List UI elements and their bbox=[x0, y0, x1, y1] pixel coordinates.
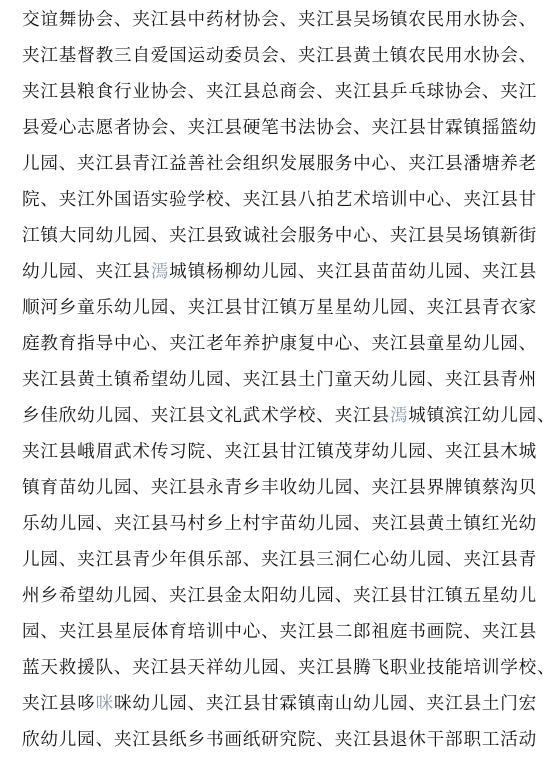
text-line bbox=[22, 150, 538, 186]
text-run: 夹江县粮食行业协会、夹江县总商会、夹江县乒乓球协会、夹江 bbox=[22, 82, 538, 102]
text-run: 乡佳欣幼儿园、夹江县文礼武术学校、夹江县 bbox=[22, 406, 390, 426]
text-run: 蓝天救援队、夹江县天祥幼儿园、夹江县腾飞职业技能培训学校、 bbox=[22, 658, 555, 678]
faded-character: 漹 bbox=[389, 406, 409, 426]
text-line bbox=[22, 546, 538, 582]
text-run: 院、夹江外国语实验学校、夹江县八拍艺术培训中心、夹江县甘 bbox=[22, 190, 538, 210]
text-line bbox=[22, 6, 538, 42]
text-line bbox=[22, 366, 538, 402]
text-line bbox=[22, 474, 538, 510]
text-line bbox=[22, 726, 538, 762]
text-run: 城镇滨江幼儿园、 bbox=[408, 406, 555, 426]
text-run: 幼儿园、夹江县 bbox=[22, 262, 151, 282]
text-run: 庭教育指导中心、夹江老年养护康复中心、夹江县童星幼儿园、 bbox=[22, 334, 538, 354]
text-line bbox=[22, 582, 538, 618]
text-run: 江镇大同幼儿园、夹江县致诚社会服务中心、夹江县吴场镇新街 bbox=[22, 226, 538, 246]
text-line bbox=[22, 222, 538, 258]
text-run: 镇育苗幼儿园、夹江县永青乡丰收幼儿园、夹江县界牌镇蔡沟贝 bbox=[22, 478, 538, 498]
text-line bbox=[22, 402, 555, 438]
text-line bbox=[22, 690, 538, 726]
text-run: 城镇杨柳幼儿园、夹江县苗苗幼儿园、夹江县 bbox=[169, 262, 538, 282]
text-run: 乐幼儿园、夹江县马村乡上村宇苗幼儿园、夹江县黄土镇红光幼 bbox=[22, 514, 538, 534]
text-run: 儿园、夹江县青江益善社会组织发展服务中心、夹江县潘塘养老 bbox=[22, 154, 538, 174]
text-run: 交谊舞协会、夹江县中药材协会、夹江县吴场镇农民用水协会、 bbox=[22, 10, 538, 30]
text-run: 州乡希望幼儿园、夹江县金太阳幼儿园、夹江县甘江镇五星幼儿 bbox=[22, 586, 538, 606]
text-run: 顺河乡童乐幼儿园、夹江县甘江镇万星星幼儿园、夹江县青衣家 bbox=[22, 298, 538, 318]
text-line bbox=[22, 654, 555, 690]
text-line bbox=[22, 42, 538, 78]
faded-character: 咪 bbox=[95, 694, 114, 714]
text-run: 园、夹江县星辰体育培训中心、夹江县二郎祖庭书画院、夹江县 bbox=[22, 622, 538, 642]
text-run: 夹江基督教三自爱国运动委员会、夹江县黄土镇农民用水协会、 bbox=[22, 46, 538, 66]
text-line bbox=[22, 330, 538, 366]
text-line bbox=[22, 294, 538, 330]
text-run: 欣幼儿园、夹江县纸乡书画纸研究院、夹江县退休干部职工活动 bbox=[22, 730, 538, 750]
text-line bbox=[22, 618, 538, 654]
text-run: 儿园、夹江县青少年俱乐部、夹江县三洞仁心幼儿园、夹江县青 bbox=[22, 550, 538, 570]
text-line bbox=[22, 186, 538, 222]
text-line bbox=[22, 438, 538, 474]
text-run: 夹江县黄土镇希望幼儿园、夹江县土门童天幼儿园、夹江县青州 bbox=[22, 370, 538, 390]
faded-character: 漹 bbox=[150, 262, 170, 282]
text-line bbox=[22, 510, 538, 546]
text-run: 咪幼儿园、夹江县甘霖镇南山幼儿园、夹江县土门宏 bbox=[113, 694, 538, 714]
text-run: 县爱心志愿者协会、夹江县硬笔书法协会、夹江县甘霖镇摇篮幼 bbox=[22, 118, 538, 138]
text-run: 夹江县哆 bbox=[22, 694, 96, 714]
text-line bbox=[22, 78, 538, 114]
text-run: 夹江县峨眉武术传习院、夹江县甘江镇茂芽幼儿园、夹江县木城 bbox=[22, 442, 538, 462]
text-line bbox=[22, 114, 538, 150]
text-line bbox=[22, 258, 538, 294]
